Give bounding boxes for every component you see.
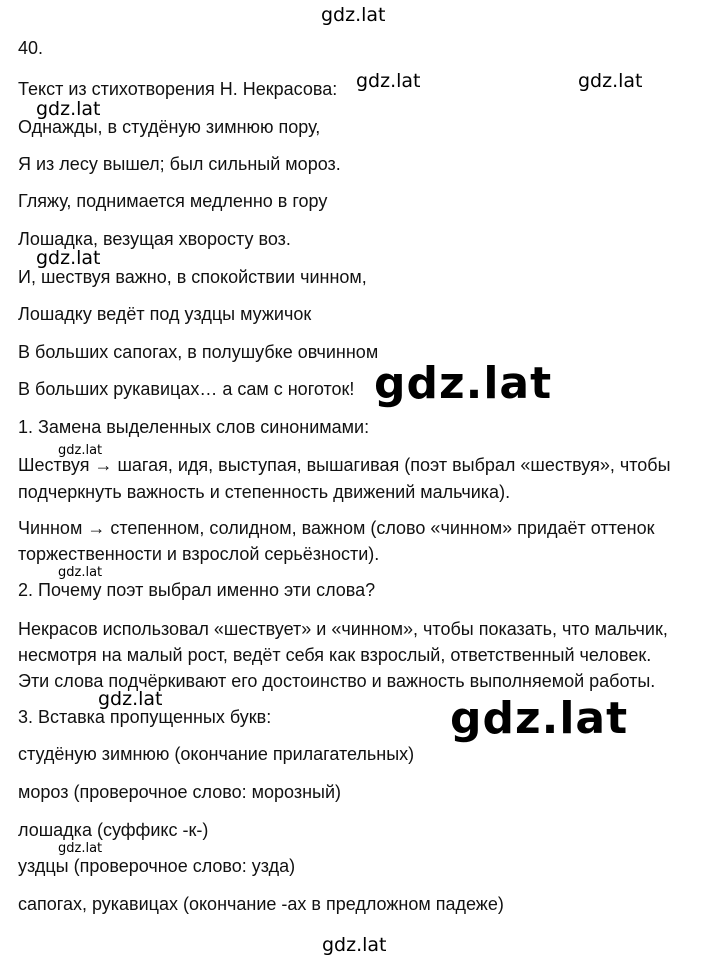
- paragraph-line: Некрасов использовал «шествует» и «чинном», чтобы показать, что мальчик,: [18, 619, 668, 639]
- paragraph-line: подчеркнуть важность и степенность движений мальчика).: [18, 482, 511, 502]
- poem-line: Гляжу, поднимается медленно в гору: [18, 191, 328, 211]
- poem-line: В больших сапогах, в полушубке овчинном: [18, 342, 379, 362]
- poem-line: Лошадка, везущая хворосту воз.: [18, 229, 291, 249]
- section-heading: 1. Замена выделенных слов синонимами:: [18, 417, 370, 437]
- watermark: gdz.lat: [450, 693, 629, 744]
- watermark: gdz.lat: [322, 934, 387, 956]
- watermark: gdz.lat: [98, 688, 163, 710]
- watermark: gdz.lat: [578, 70, 643, 92]
- paragraph-line: Шествуя → шагая, идя, выступая, вышагивая (поэт выбрал «шествуя», чтобы: [18, 455, 671, 475]
- list-item: сапогах, рукавицах (окончание -ах в предложном падеже): [18, 894, 504, 914]
- paragraph-line: Чинном → степенном, солидном, важном (слово «чинном» придаёт оттенок: [18, 518, 655, 538]
- list-item: уздцы (проверочное слово: узда): [18, 856, 296, 876]
- poem-line: Я из лесу вышел; был сильный мороз.: [18, 154, 341, 174]
- watermark: gdz.lat: [36, 247, 101, 269]
- poem-line: В больших рукавицах… а сам с ноготок!: [18, 379, 355, 399]
- watermark: gdz.lat: [321, 4, 386, 26]
- watermark: gdz.lat: [36, 98, 101, 120]
- list-item: студёную зимнюю (окончание прилагательных): [18, 744, 415, 764]
- paragraph-line: несмотря на малый рост, ведёт себя как взрослый, ответственный человек.: [18, 645, 652, 665]
- watermark: gdz.lat: [58, 443, 103, 458]
- watermark: gdz.lat: [356, 70, 421, 92]
- watermark: gdz.lat: [374, 358, 553, 409]
- section-heading: 2. Почему поэт выбрал именно эти слова?: [18, 580, 376, 600]
- paragraph-line: торжественности и взрослой серьёзности).: [18, 544, 380, 564]
- poem-line: И, шествуя важно, в спокойствии чинном,: [18, 267, 367, 287]
- list-item: мороз (проверочное слово: морозный): [18, 782, 342, 802]
- poem-intro: Текст из стихотворения Н. Некрасова:: [18, 79, 338, 99]
- watermark: gdz.lat: [58, 841, 103, 856]
- task-number: 40.: [18, 38, 44, 58]
- paragraph-line: Эти слова подчёркивают его достоинство и важность выполняемой работы.: [18, 671, 656, 691]
- watermark: gdz.lat: [58, 565, 103, 580]
- list-item: лошадка (суффикс -к-): [18, 820, 209, 840]
- section-heading: 3. Вставка пропущенных букв:: [18, 707, 272, 727]
- poem-line: Однажды, в студёную зимнюю пору,: [18, 117, 321, 137]
- poem-line: Лошадку ведёт под уздцы мужичок: [18, 304, 312, 324]
